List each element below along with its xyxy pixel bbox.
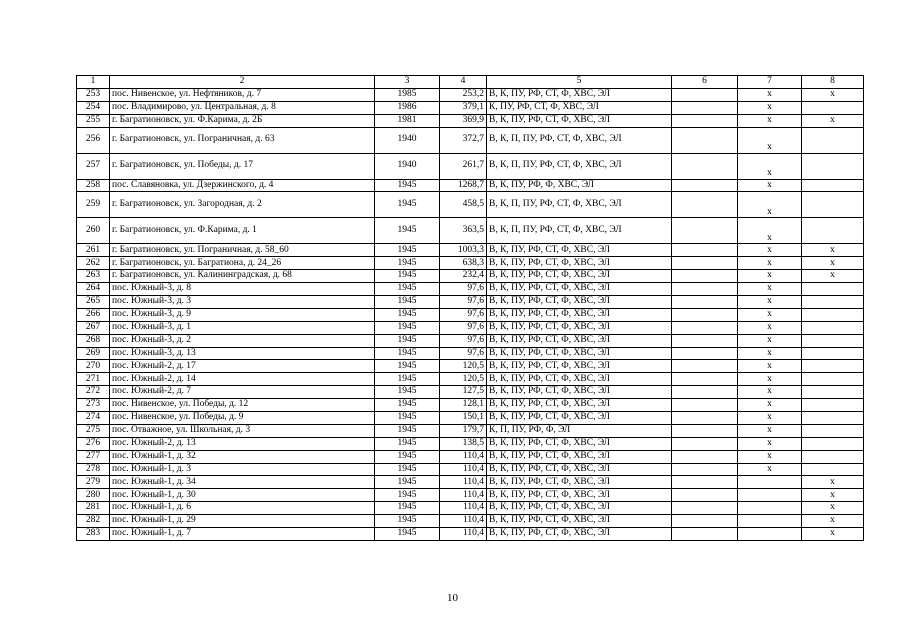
column-8-mark-cell: х: [802, 114, 864, 127]
row-number-cell: 266: [77, 308, 110, 321]
column-8-mark-cell: [802, 334, 864, 347]
column-6-mark-cell: [672, 360, 738, 373]
column-7-mark-cell: х: [738, 450, 802, 463]
address-cell: пос. Южный-2, д. 17: [110, 360, 375, 373]
year-built-cell: 1945: [375, 347, 440, 360]
column-7-mark-cell: х: [738, 179, 802, 192]
address-cell: г. Багратионовск, ул. Пограничная, д. 63: [110, 127, 375, 153]
table-row: [77, 218, 864, 244]
row-number-cell: 268: [77, 334, 110, 347]
area-cell: 110,4: [440, 502, 487, 515]
column-6-mark-cell: [672, 347, 738, 360]
systems-cell: В, К, ПУ, РФ, СТ, Ф, ХВС, ЭЛ: [487, 412, 672, 425]
column-6-mark-cell: [672, 153, 738, 179]
table-row: [77, 399, 864, 412]
area-cell: 110,4: [440, 528, 487, 541]
systems-cell: В, К, ПУ, РФ, СТ, Ф, ХВС, ЭЛ: [487, 88, 672, 101]
area-cell: 128,1: [440, 399, 487, 412]
systems-cell: В, К, ПУ, РФ, СТ, Ф, ХВС, ЭЛ: [487, 399, 672, 412]
row-number-cell: 272: [77, 386, 110, 399]
area-cell: 97,6: [440, 321, 487, 334]
column-8-mark-cell: [802, 153, 864, 179]
column-6-mark-cell: [672, 101, 738, 114]
column-7-mark-cell: [738, 528, 802, 541]
area-cell: 261,7: [440, 153, 487, 179]
table-row: [77, 192, 864, 218]
year-built-cell: 1945: [375, 334, 440, 347]
column-6-mark-cell: [672, 424, 738, 437]
column-header: 3: [375, 76, 440, 89]
column-6-mark-cell: [672, 244, 738, 257]
column-8-mark-cell: х: [802, 489, 864, 502]
area-cell: 110,4: [440, 515, 487, 528]
column-6-mark-cell: [672, 296, 738, 309]
column-7-mark-cell: х: [738, 88, 802, 101]
systems-cell: В, К, ПУ, РФ, СТ, Ф, ХВС, ЭЛ: [487, 463, 672, 476]
table-row: [77, 179, 864, 192]
row-number-cell: 259: [77, 192, 110, 218]
table-row: [77, 373, 864, 386]
row-number-cell: 283: [77, 528, 110, 541]
address-cell: пос. Южный-3, д. 8: [110, 283, 375, 296]
column-7-mark-cell: х: [738, 386, 802, 399]
systems-cell: К, ПУ, РФ, СТ, Ф, ХВС, ЭЛ: [487, 101, 672, 114]
column-6-mark-cell: [672, 192, 738, 218]
table-row: [77, 308, 864, 321]
systems-cell: В, К, ПУ, РФ, СТ, Ф, ХВС, ЭЛ: [487, 283, 672, 296]
table-row: [77, 101, 864, 114]
column-6-mark-cell: [672, 373, 738, 386]
column-header: 1: [77, 76, 110, 89]
address-cell: г. Багратионовск, ул. Победы, д. 17: [110, 153, 375, 179]
column-7-mark-cell: х: [738, 270, 802, 283]
column-7-mark-cell: х: [738, 360, 802, 373]
table-row: [77, 127, 864, 153]
column-7-mark-cell: х: [738, 437, 802, 450]
column-6-mark-cell: [672, 399, 738, 412]
year-built-cell: 1945: [375, 515, 440, 528]
year-built-cell: 1940: [375, 127, 440, 153]
table-row: [77, 386, 864, 399]
table-row: [77, 153, 864, 179]
table-row: [77, 257, 864, 270]
address-cell: пос. Южный-2, д. 13: [110, 437, 375, 450]
address-cell: пос. Южный-1, д. 30: [110, 489, 375, 502]
row-number-cell: 261: [77, 244, 110, 257]
year-built-cell: 1945: [375, 244, 440, 257]
year-built-cell: 1945: [375, 463, 440, 476]
address-cell: пос. Южный-1, д. 6: [110, 502, 375, 515]
column-header: 8: [802, 76, 864, 89]
year-built-cell: 1985: [375, 88, 440, 101]
address-cell: пос. Отважное, ул. Школьная, д. 3: [110, 424, 375, 437]
column-7-mark-cell: [738, 515, 802, 528]
year-built-cell: 1986: [375, 101, 440, 114]
column-7-mark-cell: х: [738, 373, 802, 386]
address-cell: г. Багратионовск, ул. Загородная, д. 2: [110, 192, 375, 218]
year-built-cell: 1945: [375, 308, 440, 321]
table-row: [77, 88, 864, 101]
row-number-cell: 257: [77, 153, 110, 179]
row-number-cell: 260: [77, 218, 110, 244]
systems-cell: В, К, ПУ, РФ, СТ, Ф, ХВС, ЭЛ: [487, 373, 672, 386]
column-7-mark-cell: х: [738, 424, 802, 437]
column-8-mark-cell: [802, 296, 864, 309]
column-7-mark-cell: [738, 476, 802, 489]
systems-cell: В, К, ПУ, РФ, СТ, Ф, ХВС, ЭЛ: [487, 386, 672, 399]
column-6-mark-cell: [672, 502, 738, 515]
column-8-mark-cell: [802, 179, 864, 192]
address-cell: г. Багратионовск, ул. Пограничная, д. 58_60: [110, 244, 375, 257]
systems-cell: В, К, ПУ, РФ, СТ, Ф, ХВС, ЭЛ: [487, 360, 672, 373]
column-6-mark-cell: [672, 283, 738, 296]
column-8-mark-cell: [802, 386, 864, 399]
area-cell: 120,5: [440, 373, 487, 386]
systems-cell: В, К, ПУ, РФ, СТ, Ф, ХВС, ЭЛ: [487, 476, 672, 489]
column-7-mark-cell: [738, 502, 802, 515]
address-cell: г. Багратионовск, ул. Калининградская, д. 68: [110, 270, 375, 283]
column-8-mark-cell: [802, 283, 864, 296]
area-cell: 110,4: [440, 450, 487, 463]
column-7-mark-cell: х: [738, 283, 802, 296]
column-8-mark-cell: [802, 218, 864, 244]
row-number-cell: 267: [77, 321, 110, 334]
column-6-mark-cell: [672, 334, 738, 347]
housing-table: [76, 75, 864, 541]
column-6-mark-cell: [672, 257, 738, 270]
column-7-mark-cell: х: [738, 347, 802, 360]
column-6-mark-cell: [672, 476, 738, 489]
column-7-mark-cell: х: [738, 308, 802, 321]
year-built-cell: 1945: [375, 192, 440, 218]
column-6-mark-cell: [672, 308, 738, 321]
area-cell: 110,4: [440, 463, 487, 476]
address-cell: пос. Южный-2, д. 14: [110, 373, 375, 386]
systems-cell: В, К, ПУ, РФ, СТ, Ф, ХВС, ЭЛ: [487, 489, 672, 502]
column-7-mark-cell: х: [738, 334, 802, 347]
column-6-mark-cell: [672, 528, 738, 541]
column-6-mark-cell: [672, 450, 738, 463]
table-row: [77, 463, 864, 476]
address-cell: пос. Южный-1, д. 34: [110, 476, 375, 489]
systems-cell: В, К, ПУ, РФ, СТ, Ф, ХВС, ЭЛ: [487, 334, 672, 347]
area-cell: 232,4: [440, 270, 487, 283]
address-cell: пос. Южный-1, д. 29: [110, 515, 375, 528]
systems-cell: В, К, ПУ, РФ, СТ, Ф, ХВС, ЭЛ: [487, 114, 672, 127]
year-built-cell: 1945: [375, 296, 440, 309]
table-row: [77, 515, 864, 528]
table-row: [77, 244, 864, 257]
address-cell: пос. Южный-3, д. 9: [110, 308, 375, 321]
row-number-cell: 254: [77, 101, 110, 114]
systems-cell: В, К, ПУ, РФ, СТ, Ф, ХВС, ЭЛ: [487, 437, 672, 450]
row-number-cell: 265: [77, 296, 110, 309]
table-row: [77, 424, 864, 437]
table-row: [77, 334, 864, 347]
column-8-mark-cell: [802, 101, 864, 114]
area-cell: 1268,7: [440, 179, 487, 192]
table-row: [77, 489, 864, 502]
column-8-mark-cell: [802, 360, 864, 373]
area-cell: 253,2: [440, 88, 487, 101]
table-row: [77, 296, 864, 309]
year-built-cell: 1945: [375, 257, 440, 270]
year-built-cell: 1945: [375, 373, 440, 386]
address-cell: пос. Южный-1, д. 7: [110, 528, 375, 541]
area-cell: 120,5: [440, 360, 487, 373]
column-8-mark-cell: [802, 412, 864, 425]
address-cell: пос. Нивенское, ул. Победы, д. 9: [110, 412, 375, 425]
year-built-cell: 1945: [375, 283, 440, 296]
address-cell: пос. Южный-1, д. 32: [110, 450, 375, 463]
area-cell: 1003,3: [440, 244, 487, 257]
column-7-mark-cell: х: [738, 321, 802, 334]
address-cell: пос. Южный-2, д. 7: [110, 386, 375, 399]
address-cell: пос. Славяновка, ул. Дзержинского, д. 4: [110, 179, 375, 192]
table-row: [77, 528, 864, 541]
systems-cell: В, К, ПУ, РФ, СТ, Ф, ХВС, ЭЛ: [487, 515, 672, 528]
column-header: 7: [738, 76, 802, 89]
table-row: [77, 114, 864, 127]
systems-cell: В, К, ПУ, РФ, Ф, ХВС, ЭЛ: [487, 179, 672, 192]
address-cell: г. Багратионовск, ул. Багратиона, д. 24_26: [110, 257, 375, 270]
column-6-mark-cell: [672, 218, 738, 244]
year-built-cell: 1945: [375, 218, 440, 244]
year-built-cell: 1945: [375, 386, 440, 399]
column-8-mark-cell: [802, 424, 864, 437]
column-8-mark-cell: [802, 373, 864, 386]
area-cell: 97,6: [440, 296, 487, 309]
year-built-cell: 1945: [375, 321, 440, 334]
table-row: [77, 437, 864, 450]
row-number-cell: 270: [77, 360, 110, 373]
column-7-mark-cell: х: [738, 218, 802, 244]
area-cell: 638,3: [440, 257, 487, 270]
area-cell: 110,4: [440, 476, 487, 489]
column-6-mark-cell: [672, 412, 738, 425]
row-number-cell: 255: [77, 114, 110, 127]
row-number-cell: 264: [77, 283, 110, 296]
address-cell: пос. Южный-3, д. 1: [110, 321, 375, 334]
column-6-mark-cell: [672, 114, 738, 127]
area-cell: 369,9: [440, 114, 487, 127]
year-built-cell: 1945: [375, 424, 440, 437]
systems-cell: В, К, ПУ, РФ, СТ, Ф, ХВС, ЭЛ: [487, 270, 672, 283]
row-number-cell: 258: [77, 179, 110, 192]
systems-cell: В, К, ПУ, РФ, СТ, Ф, ХВС, ЭЛ: [487, 244, 672, 257]
column-7-mark-cell: х: [738, 153, 802, 179]
table-row: [77, 412, 864, 425]
systems-cell: В, К, ПУ, РФ, СТ, Ф, ХВС, ЭЛ: [487, 502, 672, 515]
column-6-mark-cell: [672, 321, 738, 334]
column-6-mark-cell: [672, 179, 738, 192]
column-7-mark-cell: х: [738, 257, 802, 270]
page-number: 10: [447, 592, 458, 604]
systems-cell: К, П, ПУ, РФ, Ф, ЭЛ: [487, 424, 672, 437]
area-cell: 110,4: [440, 489, 487, 502]
address-cell: пос. Владимирово, ул. Центральная, д. 8: [110, 101, 375, 114]
year-built-cell: 1945: [375, 489, 440, 502]
row-number-cell: 256: [77, 127, 110, 153]
column-6-mark-cell: [672, 437, 738, 450]
column-7-mark-cell: х: [738, 244, 802, 257]
table-row: [77, 360, 864, 373]
year-built-cell: 1945: [375, 450, 440, 463]
area-cell: 458,5: [440, 192, 487, 218]
table-row: [77, 283, 864, 296]
area-cell: 127,5: [440, 386, 487, 399]
column-8-mark-cell: [802, 347, 864, 360]
address-cell: пос. Южный-1, д. 3: [110, 463, 375, 476]
column-7-mark-cell: х: [738, 412, 802, 425]
column-header: 2: [110, 76, 375, 89]
year-built-cell: 1945: [375, 528, 440, 541]
column-7-mark-cell: х: [738, 399, 802, 412]
area-cell: 150,1: [440, 412, 487, 425]
systems-cell: В, К, ПУ, РФ, СТ, Ф, ХВС, ЭЛ: [487, 528, 672, 541]
systems-cell: В, К, ПУ, РФ, СТ, Ф, ХВС, ЭЛ: [487, 450, 672, 463]
year-built-cell: 1945: [375, 502, 440, 515]
area-cell: 379,1: [440, 101, 487, 114]
column-8-mark-cell: [802, 399, 864, 412]
column-8-mark-cell: [802, 450, 864, 463]
row-number-cell: 277: [77, 450, 110, 463]
table-row: [77, 502, 864, 515]
area-cell: 363,5: [440, 218, 487, 244]
column-6-mark-cell: [672, 127, 738, 153]
address-cell: г. Багратионовск, ул. Ф.Карима, д. 1: [110, 218, 375, 244]
column-header: 6: [672, 76, 738, 89]
column-7-mark-cell: х: [738, 463, 802, 476]
column-8-mark-cell: [802, 437, 864, 450]
header-row: [77, 76, 864, 89]
column-header: 4: [440, 76, 487, 89]
systems-cell: В, К, П, ПУ, РФ, СТ, Ф, ХВС, ЭЛ: [487, 127, 672, 153]
row-number-cell: 253: [77, 88, 110, 101]
row-number-cell: 263: [77, 270, 110, 283]
column-8-mark-cell: х: [802, 88, 864, 101]
column-header: 5: [487, 76, 672, 89]
column-8-mark-cell: [802, 308, 864, 321]
column-8-mark-cell: х: [802, 528, 864, 541]
area-cell: 97,6: [440, 283, 487, 296]
address-cell: пос. Нивенское, ул. Победы, д. 12: [110, 399, 375, 412]
column-7-mark-cell: [738, 489, 802, 502]
column-8-mark-cell: х: [802, 476, 864, 489]
row-number-cell: 269: [77, 347, 110, 360]
column-7-mark-cell: х: [738, 192, 802, 218]
row-number-cell: 275: [77, 424, 110, 437]
systems-cell: В, К, ПУ, РФ, СТ, Ф, ХВС, ЭЛ: [487, 296, 672, 309]
column-8-mark-cell: [802, 321, 864, 334]
area-cell: 179,7: [440, 424, 487, 437]
table-row: [77, 476, 864, 489]
area-cell: 138,5: [440, 437, 487, 450]
column-6-mark-cell: [672, 515, 738, 528]
year-built-cell: 1945: [375, 360, 440, 373]
row-number-cell: 282: [77, 515, 110, 528]
row-number-cell: 281: [77, 502, 110, 515]
address-cell: пос. Южный-3, д. 13: [110, 347, 375, 360]
column-8-mark-cell: х: [802, 270, 864, 283]
systems-cell: В, К, ПУ, РФ, СТ, Ф, ХВС, ЭЛ: [487, 257, 672, 270]
systems-cell: В, К, П, ПУ, РФ, СТ, Ф, ХВС, ЭЛ: [487, 218, 672, 244]
address-cell: пос. Южный-3, д. 3: [110, 296, 375, 309]
year-built-cell: 1945: [375, 412, 440, 425]
column-7-mark-cell: х: [738, 127, 802, 153]
row-number-cell: 280: [77, 489, 110, 502]
column-7-mark-cell: х: [738, 101, 802, 114]
column-8-mark-cell: [802, 127, 864, 153]
area-cell: 97,6: [440, 347, 487, 360]
address-cell: пос. Нивенское, ул. Нефтяников, д. 7: [110, 88, 375, 101]
column-8-mark-cell: х: [802, 244, 864, 257]
row-number-cell: 274: [77, 412, 110, 425]
address-cell: г. Багратионовск, ул. Ф.Карима, д. 2Б: [110, 114, 375, 127]
table-row: [77, 270, 864, 283]
year-built-cell: 1940: [375, 153, 440, 179]
row-number-cell: 273: [77, 399, 110, 412]
year-built-cell: 1981: [375, 114, 440, 127]
column-8-mark-cell: [802, 192, 864, 218]
column-7-mark-cell: х: [738, 114, 802, 127]
column-8-mark-cell: [802, 463, 864, 476]
column-6-mark-cell: [672, 386, 738, 399]
table-row: [77, 347, 864, 360]
column-7-mark-cell: х: [738, 296, 802, 309]
year-built-cell: 1945: [375, 437, 440, 450]
year-built-cell: 1945: [375, 399, 440, 412]
area-cell: 372,7: [440, 127, 487, 153]
table-row: [77, 321, 864, 334]
column-8-mark-cell: х: [802, 257, 864, 270]
column-6-mark-cell: [672, 270, 738, 283]
column-8-mark-cell: х: [802, 502, 864, 515]
row-number-cell: 271: [77, 373, 110, 386]
systems-cell: В, К, ПУ, РФ, СТ, Ф, ХВС, ЭЛ: [487, 347, 672, 360]
column-6-mark-cell: [672, 88, 738, 101]
column-8-mark-cell: х: [802, 515, 864, 528]
row-number-cell: 276: [77, 437, 110, 450]
row-number-cell: 262: [77, 257, 110, 270]
systems-cell: В, К, П, ПУ, РФ, СТ, Ф, ХВС, ЭЛ: [487, 192, 672, 218]
systems-cell: В, К, ПУ, РФ, СТ, Ф, ХВС, ЭЛ: [487, 308, 672, 321]
column-6-mark-cell: [672, 489, 738, 502]
systems-cell: В, К, ПУ, РФ, СТ, Ф, ХВС, ЭЛ: [487, 321, 672, 334]
year-built-cell: 1945: [375, 476, 440, 489]
area-cell: 97,6: [440, 308, 487, 321]
address-cell: пос. Южный-3, д. 2: [110, 334, 375, 347]
row-number-cell: 278: [77, 463, 110, 476]
row-number-cell: 279: [77, 476, 110, 489]
table-row: [77, 450, 864, 463]
area-cell: 97,6: [440, 334, 487, 347]
column-6-mark-cell: [672, 463, 738, 476]
systems-cell: В, К, П, ПУ, РФ, СТ, Ф, ХВС, ЭЛ: [487, 153, 672, 179]
year-built-cell: 1945: [375, 270, 440, 283]
year-built-cell: 1945: [375, 179, 440, 192]
